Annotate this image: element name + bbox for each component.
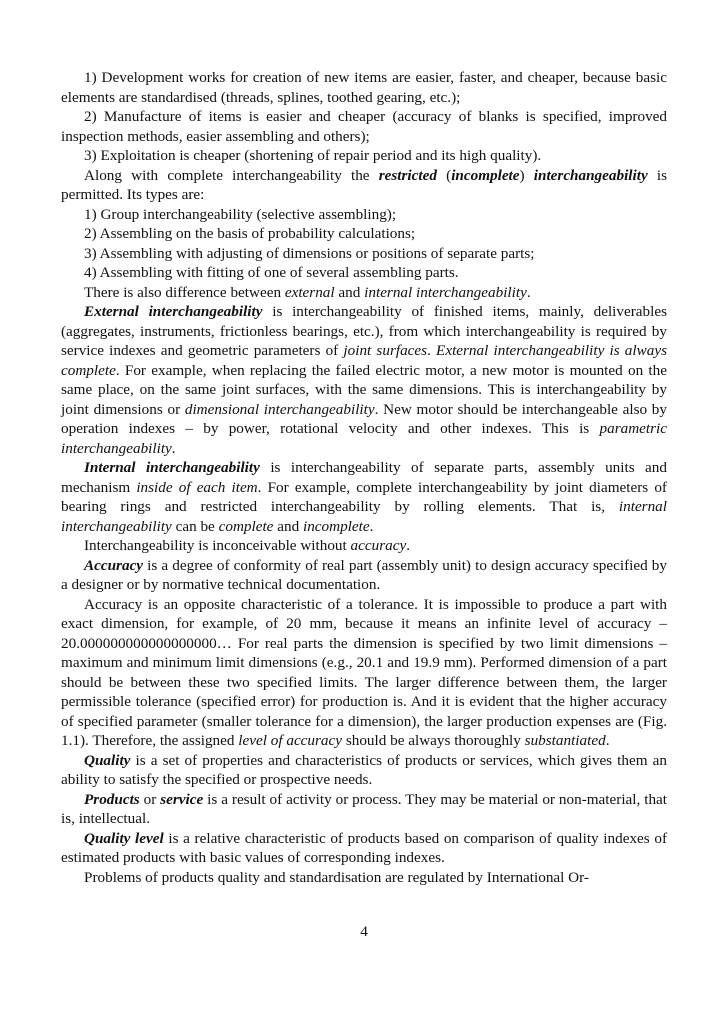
text-run: . [427,342,437,359]
text-run: 3) Exploitation is cheaper (shortening of repair period and its high quality). [84,147,542,164]
term-bold-italic: interchangeability [533,166,648,184]
text-run: 2) Assembling on the basis of probability calculations; [84,225,416,242]
paragraph [61,536,667,556]
text-run: is a result of activity or process. They may be material or non-material, that is, intellectual. [61,790,667,827]
text-run: 4) Assembling with fitting of one of several assembling parts. [84,264,459,281]
term-italic: internal interchangeability [364,283,527,301]
text-run: 3) Assembling with adjusting of dimensions or positions of separate parts; [84,244,535,262]
text-run: . For example, complete interchangeability by joint diameters of bearing rings and restricted interchangeability by rolling elements. That is, [61,478,667,515]
text-run: . [171,439,176,457]
paragraph [61,224,667,244]
document-body [61,68,667,887]
text-run: is interchangeability of separate parts, assembly units and mechanism [61,459,667,496]
text-run: . New motor should be interchangeable also by operation indexes – by power, rotational velocity and other indexes. This is [61,400,667,437]
text-run: Along with complete interchangeability the [84,166,379,184]
term-italic: substantiated [524,732,606,749]
term-italic: complete [218,517,274,535]
paragraph [61,244,667,264]
text-run: is a relative characteristic of products based on comparison of quality indexes of estimated products with basic values of corresponding indexes. [61,829,667,866]
paragraph [61,68,667,107]
text-run: . [605,732,610,749]
term-italic: level of accuracy [238,732,343,749]
term-bold-italic: Quality level [84,829,164,847]
text-run: 2) Manufacture of items is easier and cheaper (accuracy of blanks is specified, improved inspection methods, easier assembling and others); [61,108,667,145]
text-run: can be [171,517,219,535]
paragraph [61,302,667,458]
text-run: or [139,790,161,808]
paragraph [61,829,667,868]
term-bold-italic: service [160,790,204,808]
term-italic: internal interchangeability [61,498,667,535]
page-number: 4 [360,923,368,940]
text-run: and [273,517,303,535]
paragraph [61,263,667,283]
term-bold-italic: Accuracy [84,556,144,574]
paragraph [61,205,667,225]
text-run: should be always thoroughly [342,732,525,749]
paragraph [61,146,667,166]
text-run: Problems of products quality and standardisation are regulated by International Or- [84,868,589,886]
term-bold-italic: incomplete [451,166,520,184]
text-run: Accuracy is an opposite characteristic of a tolerance. It is impossible to produce a part with exact dimension, for example, of 20 mm, because it means an infinite level of accuracy – 20.000000000000000000… For real parts the dimension is specified by two limit dimensions – maximum and minimum limit dimensions (e.g., 20.1 and 19.9 mm). Performed dimension of a part should be between these two specified limits. The larger difference between them, the larger permissible tolerance (specified error) for production is. And it is evident that the higher accuracy of specified parameter (smaller tolerance for a dimension), the larger production expenses are (Fig. 1.1). Therefore, the assigned [61,595,667,749]
term-bold-italic: Quality [84,751,131,769]
term-italic: accuracy [350,537,407,554]
text-run: ) [519,166,534,184]
text-run: . [406,537,410,554]
term-bold-italic: Internal interchangeability [84,459,260,476]
term-italic: parametric interchangeability [61,420,667,457]
paragraph [61,595,667,751]
term-italic: external [284,283,335,301]
term-italic: inside of each item [136,478,258,496]
text-run: 1) Development works for creation of new items are easier, faster, and cheaper, because basic elements are standardised (threads, splines, toothed gearing, etc.); [61,69,667,106]
text-run: is a set of properties and characteristics of products or services, which gives them an ability to satisfy the specified or prospective needs. [61,751,667,788]
paragraph [61,556,667,595]
text-run: . [369,517,374,535]
text-run: 1) Group interchangeability (selective assembling); [84,205,397,223]
term-italic: External interchangeability is always complete [61,342,667,379]
term-italic: dimensional interchangeability [184,400,375,418]
text-run: ( [436,166,452,184]
text-run: . [526,283,531,301]
text-run: Interchangeability is inconceivable without [84,537,351,554]
text-run: There is also difference between [84,283,285,301]
paragraph [61,166,667,205]
text-run: . For example, when replacing the failed electric motor, a new motor is mounted on the same place, on the same joint surfaces, with the same dimensions. This is interchangeability by joint dimensions or [61,361,667,418]
text-run: is interchangeability of finished items, mainly, deliverables (aggregates, instruments, frictionless bearings, etc.), from which interchangeability is required by service indexes and geometric parameters of [61,303,668,359]
term-bold-italic: Products [84,790,140,808]
text-run: and [334,283,365,301]
paragraph [61,283,667,303]
term-bold-italic: restricted [378,166,437,184]
text-run: is a degree of conformity of real part (assembly unit) to design accuracy specified by a designer or by normative technical documentation. [61,556,667,593]
term-italic: incomplete [302,517,370,535]
paragraph [61,458,667,536]
text-run: is permitted. Its types are: [61,166,667,203]
paragraph [61,790,667,829]
paragraph [61,868,667,888]
term-bold-italic: External interchangeability [84,303,263,320]
term-italic: joint surfaces [343,342,428,359]
paragraph [61,107,667,146]
paragraph [61,751,667,790]
